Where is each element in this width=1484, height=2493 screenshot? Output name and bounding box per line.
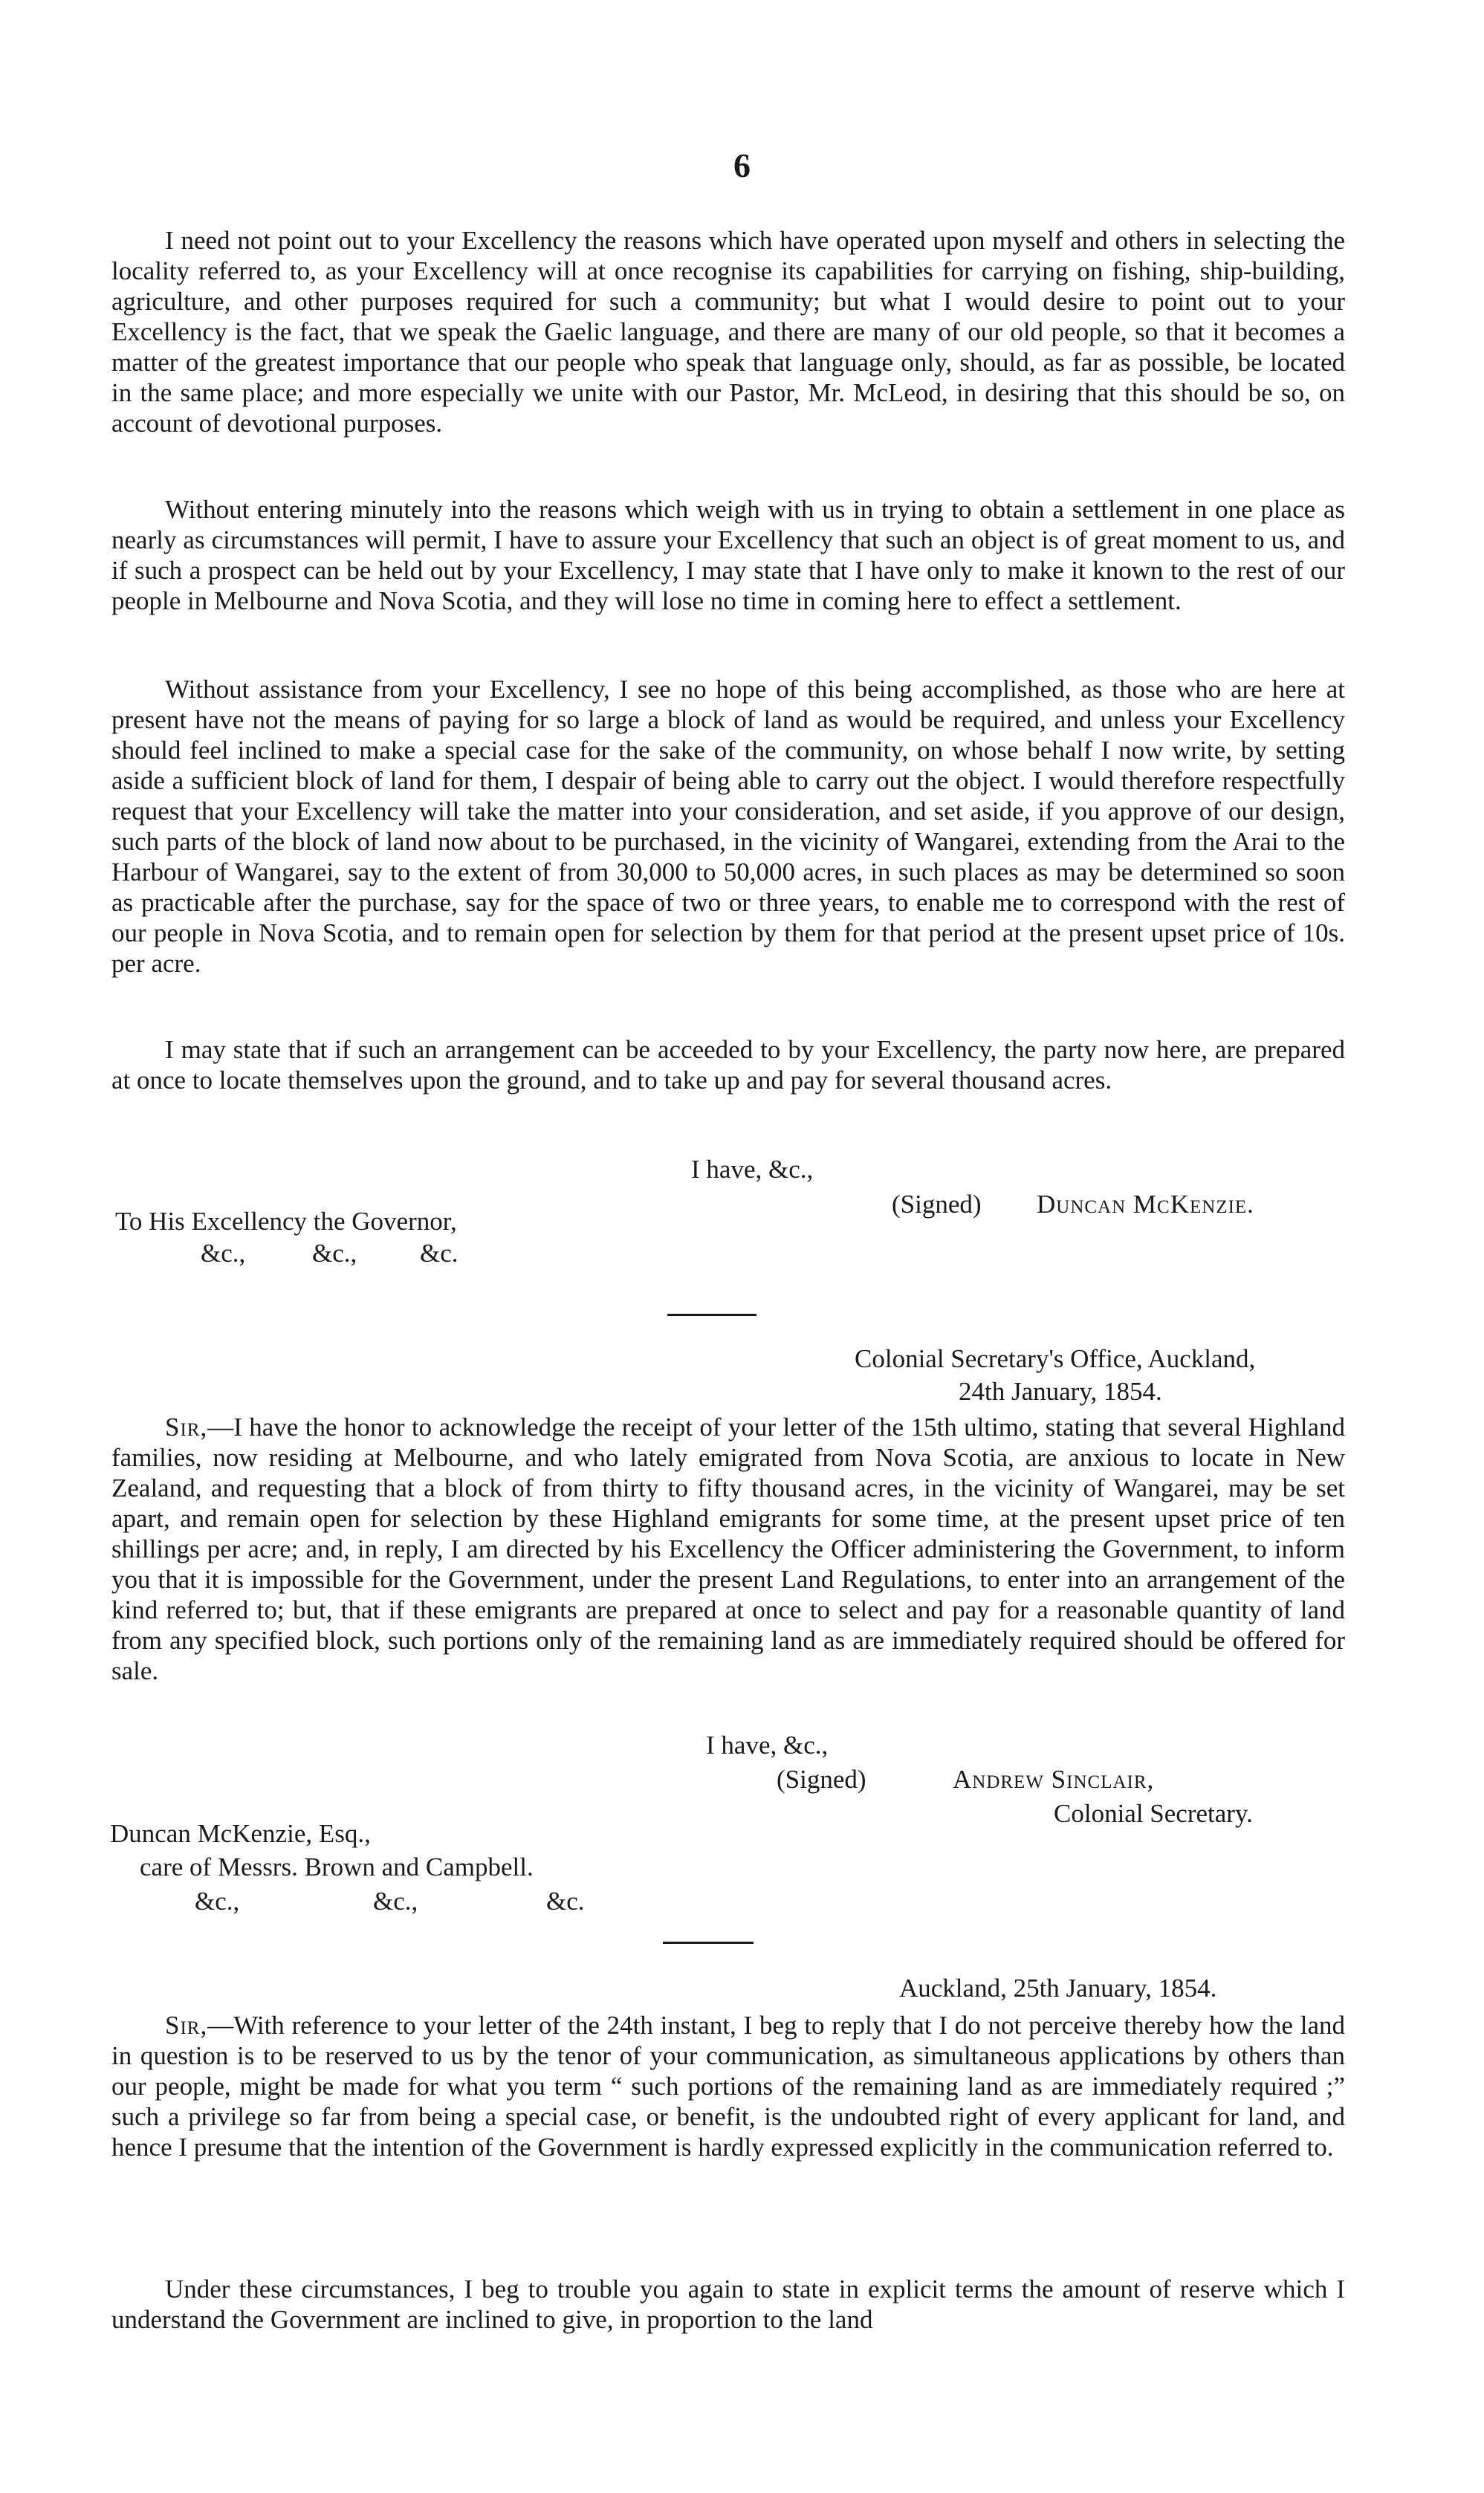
letter2-salutation: Sir, [165, 1413, 208, 1442]
letter2-body-text: —I have the honor to acknowledge the receipt of your letter of the 15th ultimo, stating that several Highland families, now residing at Melbourne, and who lately emigrated from Nova Scotia, are anxious to locate in New Zealand, and requesting that a block of from thirty to fifty thousand acres, in the vicinity of Wangarei, may be set apart, and remain open for selection by these Highland emigrants for some time, at the present upset price of ten shillings per acre; and, in reply, I am directed by his Excellency the Officer administering the Government, to inform you that it is impossible for the Government, under the present Land Regulations, to enter into an arrangement of the kind referred to; but, that if these emigrants are prepared at once to select and pay for a reasonable quantity of land from any specified block, such portions only of the remaining land as are immediately required should be offered for sale. [111, 1413, 1345, 1685]
letter2-date: 24th January, 1854. [959, 1377, 1162, 1406]
letter1-paragraph-1: I need not point out to your Excellency the reasons which have operated upon myself and others in selecting the locality referred to, as your Excellency will at once recognise its capabilities for carrying on fishing, ship-building, agriculture, and other purposes required for such a community; but what I would desire to point out to your Excellency is the fact, that we speak the Gaelic language, and there are many of our old people, so that it becomes a matter of the greatest importance that our people who speak that language only, should, as far as possible, be located in the same place; and more especially we unite with our Pastor, Mr. McLeod, in desiring that this should be so, on account of devotional purposes. [111, 226, 1345, 438]
letter3-place-date: Auckland, 25th January, 1854. [899, 1974, 1217, 2003]
letter1-paragraph-2: Without entering minutely into the reasons which weigh with us in trying to obtain a settlement in one place as nearly as circumstances will permit, I have to assure your Excellency that such an object is of great moment to us, and if such a prospect can be held out by your Excellency, I may state that I have only to make it known to the rest of our people in Melbourne and Nova Scotia, and they will lose no time in coming here to effect a settlement. [111, 495, 1345, 615]
letter2-signed-label: (Signed) [777, 1765, 866, 1794]
letter1-signatory: Duncan McKenzie. [1037, 1190, 1254, 1219]
section-divider-2 [663, 1942, 754, 1944]
letter2-signatory-title: Colonial Secretary. [1054, 1799, 1253, 1828]
letter2-signatory: Andrew Sinclair, [953, 1765, 1155, 1794]
letter1-addressee: To His Excellency the Governor, [115, 1207, 457, 1236]
page-number: 6 [733, 146, 751, 184]
letter1-paragraph-3: Without assistance from your Excellency, I see no hope of this being accomplished, as those who are here at present have not the means of paying for so large a block of land as would be required, and unless your Excellency should feel inclined to make a special case for the sake of the community, on whose behalf I now write, by setting aside a sufficient block of land for them, I despair of being able to carry out the object. I would therefore respectfully request that your Excellency will take the matter into your consideration, and set aside, if you approve of our design, such parts of the block of land now about to be purchased, in the vicinity of Wangarei, extending from the Arai to the Harbour of Wangarei, say to the extent of from 30,000 to 50,000 acres, in such places as may be determined so soon as practicable after the purchase, say for the space of two or three years, to enable me to correspond with the rest of our people in Nova Scotia, and to remain open for selection by them for that period at the present upset price of 10s. per acre. [111, 675, 1345, 978]
section-divider-1 [667, 1314, 756, 1316]
letter2-etc-1: &c., [195, 1887, 240, 1916]
letter1-signed-label: (Signed) [892, 1190, 982, 1219]
letter1-etc-1: &c., [201, 1239, 246, 1268]
letter2-care-of: care of Messrs. Brown and Campbell. [140, 1852, 534, 1881]
letter1-paragraph-4: I may state that if such an arrangement can be acceeded to by your Excellency, the party now here, are prepared at once to locate themselves upon the ground, and to take up and pay for several thousand acres. [111, 1035, 1345, 1095]
letter2-body [111, 1412, 1345, 1686]
letter3-paragraph-2: Under these circumstances, I beg to trouble you again to state in explicit terms the amount of reserve which I understand the Government are inclined to give, in proportion to the land [111, 2275, 1345, 2334]
letter2-place: Colonial Secretary's Office, Auckland, [855, 1344, 1256, 1373]
letter2-addressee: Duncan McKenzie, Esq., [110, 1819, 371, 1848]
letter1-etc-2: &c., [312, 1239, 357, 1268]
letter2-closing: I have, &c., [706, 1731, 829, 1760]
letter2-etc-2: &c., [373, 1887, 418, 1916]
letter3-salutation: Sir, [165, 2011, 208, 2040]
letter1-etc-3: &c. [420, 1239, 459, 1268]
letter3-body [111, 2010, 1345, 2162]
letter1-closing: I have, &c., [691, 1155, 814, 1184]
letter3-body-text: —With reference to your letter of the 24th instant, I beg to reply that I do not perceive thereby how the land in question is to be reserved to us by the tenor of your communication, as simultaneous applications by others than our people, might be made for what you term “ such portions of the remaining land as are immediately required ;” such a privilege so far from being a special case, or benefit, is the undoubted right of every applicant for land, and hence I presume that the intention of the Government is hardly expressed explicitly in the communication referred to. [111, 2011, 1345, 2162]
letter2-etc-3: &c. [546, 1887, 585, 1916]
